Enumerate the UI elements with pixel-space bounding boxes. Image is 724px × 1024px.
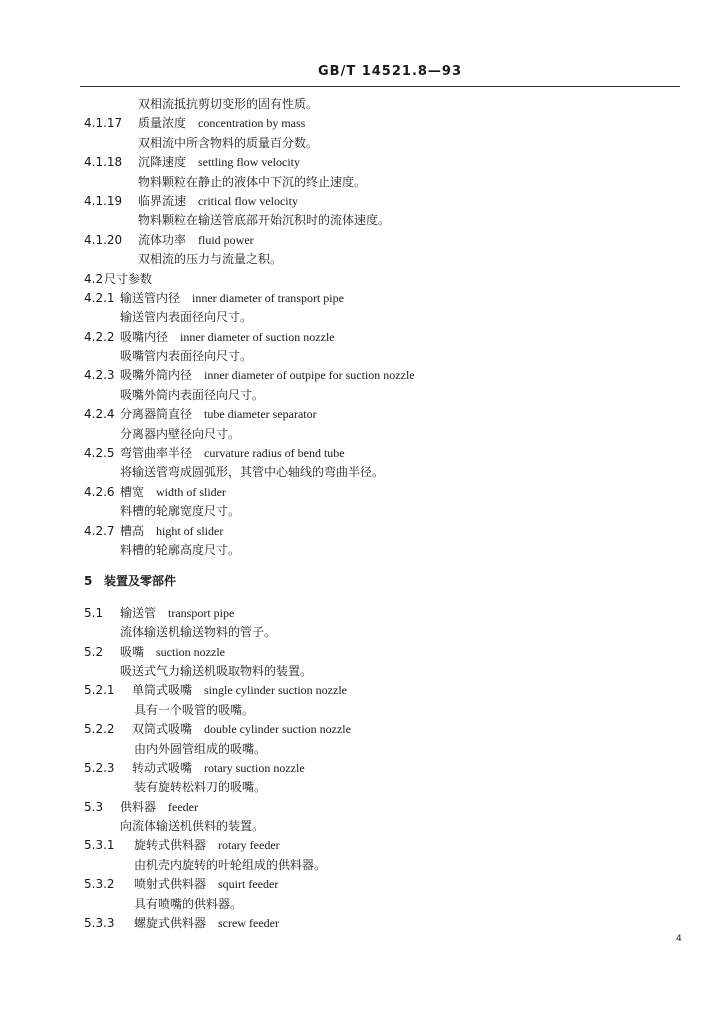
term-title-line — [0, 681, 724, 700]
term-title-line — [0, 114, 724, 133]
term-description: 吸送式气力输送机吸取物料的装置。 — [120, 663, 313, 678]
term-description: 双相流抵抗剪切变形的固有性质。 — [138, 97, 319, 111]
term-title-line — [0, 522, 724, 541]
term-description: 吸嘴外筒内表面径向尺寸。 — [120, 387, 265, 402]
term-chinese: 临界流速 — [138, 193, 187, 208]
lead-line — [0, 95, 724, 114]
term-description: 物料颗粒在输送管底部开始沉积时的流体速度。 — [138, 213, 391, 228]
term-description: 物料颗粒在静止的液体中下沉的终止速度。 — [138, 174, 367, 189]
term-description: 输送管内表面径向尺寸。 — [120, 310, 253, 325]
term-number: 5.2 — [84, 644, 104, 659]
term-description: 双相流中所含物料的质量百分数。 — [138, 135, 319, 150]
term-chinese: 输送管内径 — [120, 290, 181, 305]
term-english: curvature radius of bend tube — [204, 446, 345, 461]
term-number: 4.2.5 — [84, 446, 115, 461]
term-chinese: 喷射式供料器 — [134, 877, 207, 892]
term-description: 由机壳内旋转的叶轮组成的供料器。 — [134, 857, 327, 872]
term-title-line — [0, 405, 724, 424]
term-english: feeder — [168, 799, 198, 814]
term-number: 5.1 — [84, 605, 104, 620]
term-title-line — [0, 798, 724, 817]
term-number: 5.3.3 — [84, 916, 115, 931]
document-body — [0, 95, 724, 933]
term-description: 分离器内壁径向尺寸。 — [120, 426, 241, 441]
term-number: 4.2.7 — [84, 523, 115, 538]
term-description: 具有一个吸管的吸嘴。 — [134, 702, 255, 717]
term-title-line — [0, 289, 724, 308]
term-desc-line — [0, 308, 724, 327]
term-desc-line — [0, 134, 724, 153]
term-description: 装有旋转松料刀的吸嘴。 — [134, 780, 267, 795]
term-description: 由内外圆管组成的吸嘴。 — [134, 741, 267, 756]
term-title-line — [0, 759, 724, 778]
terms-block-4-2 — [0, 289, 724, 560]
section-number: 4.2 — [84, 271, 104, 286]
term-title-line — [0, 444, 724, 463]
term-description: 具有喷嘴的供料器。 — [134, 896, 243, 911]
term-title-line — [0, 328, 724, 347]
term-desc-line — [0, 347, 724, 366]
term-english: transport pipe — [168, 605, 235, 620]
term-description: 将输送管弯成圆弧形，其管中心轴线的弯曲半径。 — [120, 465, 385, 480]
term-chinese: 旋转式供料器 — [134, 838, 207, 853]
term-desc-line — [0, 173, 724, 192]
term-title-line — [0, 604, 724, 623]
term-desc-line — [0, 425, 724, 444]
term-english: settling flow velocity — [198, 155, 300, 170]
term-number: 4.2.3 — [84, 368, 115, 383]
term-chinese: 螺旋式供料器 — [134, 916, 207, 931]
term-desc-line — [0, 817, 724, 836]
section-title: 装置及零部件 — [104, 574, 177, 589]
term-desc-line — [0, 250, 724, 269]
term-desc-line — [0, 463, 724, 482]
term-chinese: 沉降速度 — [138, 155, 187, 170]
term-title-line — [0, 153, 724, 172]
term-chinese: 质量浓度 — [138, 116, 187, 131]
term-desc-line — [0, 778, 724, 797]
page-number: 4 — [676, 934, 682, 944]
term-chinese: 流体功率 — [138, 232, 187, 247]
term-desc-line — [0, 623, 724, 642]
term-chinese: 分离器筒直径 — [120, 407, 193, 422]
term-title-line — [0, 643, 724, 662]
term-english: concentration by mass — [198, 116, 306, 131]
term-english: hight of slider — [156, 523, 224, 538]
term-english: rotary feeder — [218, 838, 280, 853]
section-title: 尺寸参数 — [104, 271, 153, 286]
term-description: 料槽的轮廓宽度尺寸。 — [120, 504, 241, 519]
term-description: 双相流的压力与流量之积。 — [138, 252, 283, 267]
term-number: 4.1.18 — [84, 155, 123, 170]
term-number: 4.2.4 — [84, 407, 115, 422]
term-desc-line — [0, 502, 724, 521]
term-description: 料槽的轮廓高度尺寸。 — [120, 542, 241, 557]
term-number: 4.2.6 — [84, 484, 115, 499]
term-chinese: 输送管 — [120, 605, 157, 620]
term-chinese: 单筒式吸嘴 — [132, 683, 193, 698]
term-number: 4.1.17 — [84, 116, 123, 131]
term-title-line — [0, 914, 724, 933]
term-english: inner diameter of outpipe for suction nozzle — [204, 368, 415, 383]
term-chinese: 吸嘴 — [120, 644, 145, 659]
term-chinese: 转动式吸嘴 — [132, 760, 193, 775]
term-chinese: 供料器 — [120, 799, 157, 814]
section-heading-4-2 — [0, 270, 724, 289]
term-title-line — [0, 720, 724, 739]
term-chinese: 吸嘴内径 — [120, 329, 169, 344]
term-english: fluid power — [198, 232, 254, 247]
term-number: 4.2.2 — [84, 329, 115, 344]
term-english: width of slider — [156, 484, 227, 499]
term-desc-line — [0, 211, 724, 230]
term-number: 5.2.2 — [84, 722, 115, 737]
section-number: 5 — [84, 574, 93, 589]
header-rule — [80, 86, 680, 87]
term-english: inner diameter of transport pipe — [192, 290, 344, 305]
term-chinese: 弯管曲率半径 — [120, 446, 193, 461]
term-title-line — [0, 366, 724, 385]
term-number: 5.3.2 — [84, 877, 115, 892]
term-english: inner diameter of suction nozzle — [180, 329, 335, 344]
term-number: 5.3 — [84, 799, 104, 814]
term-chinese: 槽高 — [120, 523, 145, 538]
term-description: 向流体输送机供料的装置。 — [120, 819, 265, 834]
term-title-line — [0, 836, 724, 855]
term-desc-line — [0, 856, 724, 875]
term-chinese: 吸嘴外筒内径 — [120, 368, 193, 383]
terms-block-4-1 — [0, 114, 724, 269]
term-title-line — [0, 231, 724, 250]
terms-block-5 — [0, 604, 724, 934]
term-number: 5.3.1 — [84, 838, 115, 853]
term-number: 5.2.3 — [84, 760, 115, 775]
term-desc-line — [0, 662, 724, 681]
section-heading-5 — [0, 572, 724, 591]
term-number: 4.2.1 — [84, 290, 115, 305]
term-english: tube diameter separator — [204, 407, 317, 422]
term-chinese: 双筒式吸嘴 — [132, 722, 193, 737]
term-description: 吸嘴管内表面径向尺寸。 — [120, 349, 253, 364]
term-english: single cylinder suction nozzle — [204, 683, 347, 698]
term-desc-line — [0, 386, 724, 405]
term-number: 4.1.19 — [84, 193, 123, 208]
term-english: critical flow velocity — [198, 193, 298, 208]
term-desc-line — [0, 701, 724, 720]
term-number: 4.1.20 — [84, 232, 123, 247]
term-english: suction nozzle — [156, 644, 225, 659]
term-english: double cylinder suction nozzle — [204, 722, 351, 737]
term-english: screw feeder — [218, 916, 279, 931]
term-english: squirt feeder — [218, 877, 279, 892]
term-english: rotary suction nozzle — [204, 760, 305, 775]
term-desc-line — [0, 895, 724, 914]
term-title-line — [0, 875, 724, 894]
term-description: 流体输送机输送物料的管子。 — [120, 625, 277, 640]
standard-code-header: GB/T 14521.8—93 — [318, 64, 463, 79]
term-title-line — [0, 192, 724, 211]
term-desc-line — [0, 740, 724, 759]
term-number: 5.2.1 — [84, 683, 115, 698]
term-title-line — [0, 483, 724, 502]
term-chinese: 槽宽 — [120, 484, 145, 499]
term-desc-line — [0, 541, 724, 560]
